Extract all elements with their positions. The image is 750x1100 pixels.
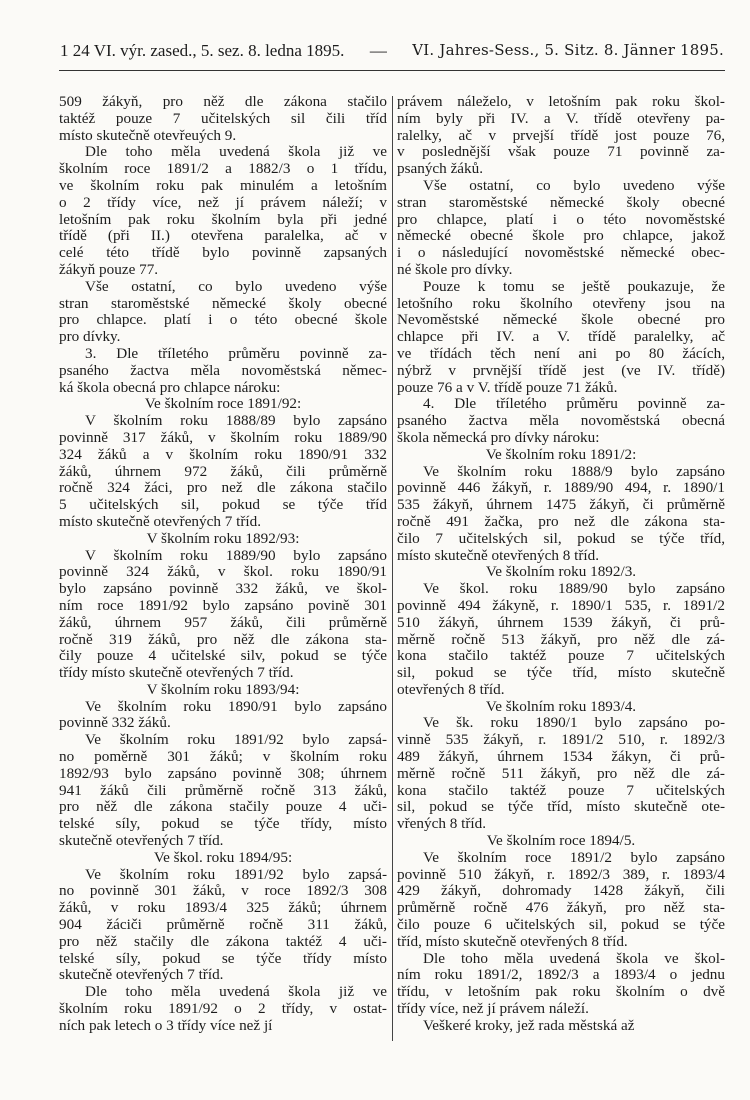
text-line: vřených 8 tříd. [397,816,486,833]
text-line: povinně 332 žáků. [59,715,171,732]
text-line: školním roku 1891/92 o 2 třídy, v ostat- [59,1001,387,1018]
text-line: Veškeré kroky, jež rada městská až [423,1017,635,1034]
text-line: 489 žákyň, úhrnem 1534 žákyn, či prů- [397,749,725,766]
text-line: psaného žactva měla novoměstská obecná [397,413,725,430]
text-line: psaného žactva měla novoměstská němec- [59,362,387,379]
text-line: ním roku 1891/2, 1892/3 a 1893/4 o jednu [397,967,725,984]
text-line: třídy místo skutečně otevřených 7 tříd. [59,665,294,682]
text-line: pro dívky. [59,329,121,346]
text-line: pro něž stačily dle zákona taktéž 4 uči- [59,933,387,950]
text-line: ročně 324 žáci, pro než dle zákona stačilo [59,480,387,497]
text-line: kona stačilo taktéž pouze 7 učitelských [397,782,725,799]
page-number: 1 24 [60,41,90,60]
text-line: čilo 7 učitelských sil, pokud se týče tříd, [397,530,725,547]
text-line: povinně 324 žáků, v škol. roku 1890/91 [59,564,387,581]
text-line: ká škola obecná pro chlapce nároku: [59,379,281,396]
text-line: Dle toho měla uvedená škola ve škol- [423,950,725,967]
text-line: Ve školním roku 1888/9 bylo zapsáno [423,463,725,480]
text-line: průměrně ročně 476 žákyň, pro něž sta- [397,900,725,917]
header-separator: — [369,41,387,60]
text-line: V školním roku 1888/89 bylo zapsáno [85,413,387,430]
text-line: ralelky, ač v prvejší třídě jost pouze 76, [397,127,725,144]
text-line: sil, pokud se týče tříd, místo skutečně [397,665,725,682]
text-line: letošním pak roku školním byla při jedné [59,211,387,228]
text-line: Pouze k tomu se ještě poukazuje, že [423,278,725,295]
text-line: celé této třídě bylo povinně zapsaných [59,245,387,262]
section-heading: Ve školním roce 1894/5. [486,833,636,850]
text-line: Ve šk. roku 1890/1 bylo zapsáno po- [423,715,725,732]
text-line: měrně ročně 513 žákyň, pro něž dle zá- [397,631,725,648]
text-line: ve školním roku pak minulém a letošním [59,177,387,194]
text-line: skutečně otevřených 7 tříd. [59,833,224,850]
text-line: pro chlapce. platí i o této obecné škole [59,312,387,329]
text-line: telské síly, pokud se týče třídy, místo [59,816,387,833]
text-line: ních pak letech o 3 třídy více než jí [59,1017,273,1034]
text-line: bylo zapsáno povinně 332 žáků, ve škol- [59,581,387,598]
text-line: čily pouze 4 učitelské silv, pokud se týče [59,648,387,665]
text-line: otevřených 8 tříd. [397,681,505,698]
text-line: Vše ostatní, co bylo uvedeno výše [423,177,725,194]
text-line: povinně 446 žákyň, r. 1889/90 494, r. 1890/1 [397,480,725,497]
text-line: stran staroměstské německé školy obecné [59,295,387,312]
text-line: žáků, úhrnem 957 žáků, čili průměrně [59,614,387,631]
text-line: 535 žákyň, úhrnem 1475 žákyň, či průměrně [397,497,725,514]
text-line: ve třídách těch není ani po 80 žácích, [397,345,725,362]
header-german-session: VI. Jahres-Sess., 5. Sitz. 8. Jänner 1895. [412,41,724,59]
text-line: Ve škol. roku 1889/90 bylo zapsáno [423,581,725,598]
text-line: Dle toho měla uvedená škola již ve [85,984,387,1001]
text-line: místo skutečně otevřených 8 tříd. [397,547,600,564]
text-line: vinně 535 žákyň, r. 1891/2 510, r. 1892/3 [397,732,725,749]
text-line: Ve školním roku 1891/92 bylo zapsá- [85,866,387,883]
text-line: V školním roku 1889/90 bylo zapsáno [85,547,387,564]
text-line: místo skutečně otevřeuých 9. [59,127,237,144]
text-line: škola německá pro dívky nároku: [397,429,600,446]
text-line: ním roce 1891/92 bylo zapsáno povině 301 [59,597,387,614]
text-line: třídy více, než jí právem náleží. [397,1001,589,1018]
header-rule [59,70,725,71]
text-line: Vše ostatní, co bylo uvedeno výše [85,278,387,295]
text-line: Ve školním roku 1891/92 bylo zapsá- [85,732,387,749]
right-column [397,94,725,1035]
text-line: povinně 317 žáků, v školním roku 1889/90 [59,429,387,446]
text-line: Ve školním roce 1891/2 bylo zapsáno [423,849,725,866]
text-line: žáků, v roku 1893/4 325 žáků; úhrnem [59,900,387,917]
text-line: školním roce 1891/2 a 1882/3 o 1 třídu, [59,161,387,178]
text-line: 510 žákyň, úhrnem 1539 žákyň, či prů- [397,614,725,631]
text-line: ročně 491 žačka, pro než dle zákona sta- [397,513,725,530]
text-line: 1892/93 bylo zapsáno povinně 308; úhrnem [59,765,387,782]
text-line: 3. Dle tříletého průměru povinně za- [85,345,387,362]
text-line: tříd, místo skutečně otevřených 8 tříd. [397,933,628,950]
text-line: pro chlapce, platí i o této novoměstské [397,211,725,228]
text-line: sil, pokud se týče tříd, místo skutečně ote- [397,799,725,816]
text-line: 4. Dle tříletého průměru povinně za- [423,396,725,413]
text-line: taktéž pouze 7 učitelských sil čili tříd [59,110,387,127]
text-line: chlapce při IV. a V. třídě paralelky, ač [397,329,725,346]
text-line: 941 žáků čili průměrně ročně 313 žáků, [59,782,387,799]
section-heading: Ve škol. roku 1894/95: [153,849,293,866]
text-line: ročně 319 žáků, pro něž dle zákona sta- [59,631,387,648]
text-line: třídě (při II.) otevřena paralelka, ač v [59,228,387,245]
text-line: letošního roku školního otevřeny jsou na [397,295,725,312]
text-line: 509 žákyň, pro něž dle zákona stačilo [59,94,387,110]
text-line: stran staroměstské německé školy obecné [397,194,725,211]
text-line: Ve školním roku 1890/91 bylo zapsáno [85,698,387,715]
header-czech [60,41,344,63]
section-heading: Ve školním roku 1893/4. [485,698,637,715]
text-line: pouze 76 a v V. třídě pouze 71 žáků. [397,379,618,396]
text-line: no povinně 301 žáků, v roce 1892/3 308 [59,883,387,900]
text-line: žáků, úhrnem 972 žáků, čili průměrně [59,463,387,480]
section-heading: Ve školním roku 1892/3. [485,564,637,581]
text-line: 429 žákyň, dohromady 1428 žákyň, čili [397,883,725,900]
left-column [59,94,387,1035]
running-header [60,41,724,63]
text-line: povinně 510 žákyň, r. 1892/3 389, r. 1893/4 [397,866,725,883]
column-divider [392,96,393,1041]
text-line: v poslednější však pouze 71 povinně za- [397,144,725,161]
text-line: ním byly při IV. a V. třídě otevřeny pa- [397,110,725,127]
text-line: skutečně otevřených 7 tříd. [59,967,224,984]
text-line: čilo pouze 6 učitelských sil, pokud se týče [397,917,725,934]
text-line: právem náleželo, v letošním pak roku škol- [397,94,725,110]
text-line: měrně ročně 511 žákyň, pro něž dle zá- [397,765,725,782]
text-line: 5 učitelských sil, pokud se týče tříd [59,497,387,514]
text-line: pro něž dle zákona stačily pouze 4 uči- [59,799,387,816]
text-line: kona stačilo taktéž pouze 7 učitelských [397,648,725,665]
text-line: o 2 třídy více, než jí právem náleží; v [59,194,387,211]
section-heading: Ve školním roce 1891/92: [144,396,302,413]
text-line: Dle toho měla uvedená škola již ve [85,144,387,161]
text-line: povinně 494 žákyně, r. 1890/1 535, r. 1891/2 [397,597,725,614]
text-line: 324 žáků a v školním roku 1890/91 332 [59,446,387,463]
section-heading: Ve školním roku 1891/2: [485,446,637,463]
section-heading: V školním roku 1892/93: [146,530,300,547]
text-line: žákyň pouze 77. [59,261,159,278]
text-line: né škole pro dívky. [397,261,513,278]
text-line: německé obecné škole pro chlapce, jakož [397,228,725,245]
text-line: 904 žáciči průměrně ročně 311 žáků, [59,917,387,934]
text-line: telské síly, pokud se týče třídy místo [59,950,387,967]
text-line: místo skutečně otevřených 7 tříd. [59,513,262,530]
text-line: i o následující novoměstské německé obec- [397,245,725,262]
text-line: Nevoměstské německé škole obecné pro [397,312,725,329]
text-line: třídu, v letošním pak roku školním o dvě [397,984,725,1001]
text-line: no poměrně 301 žáků; v školním roku [59,749,387,766]
header-czech-session: VI. výr. zased., 5. sez. 8. ledna 1895. [93,41,345,60]
section-heading: V školním roku 1893/94: [146,681,300,698]
text-line: nýbrž v prvnější třídě jest (ve IV. třídě) [397,362,725,379]
text-line: psaných žáků. [397,161,484,178]
